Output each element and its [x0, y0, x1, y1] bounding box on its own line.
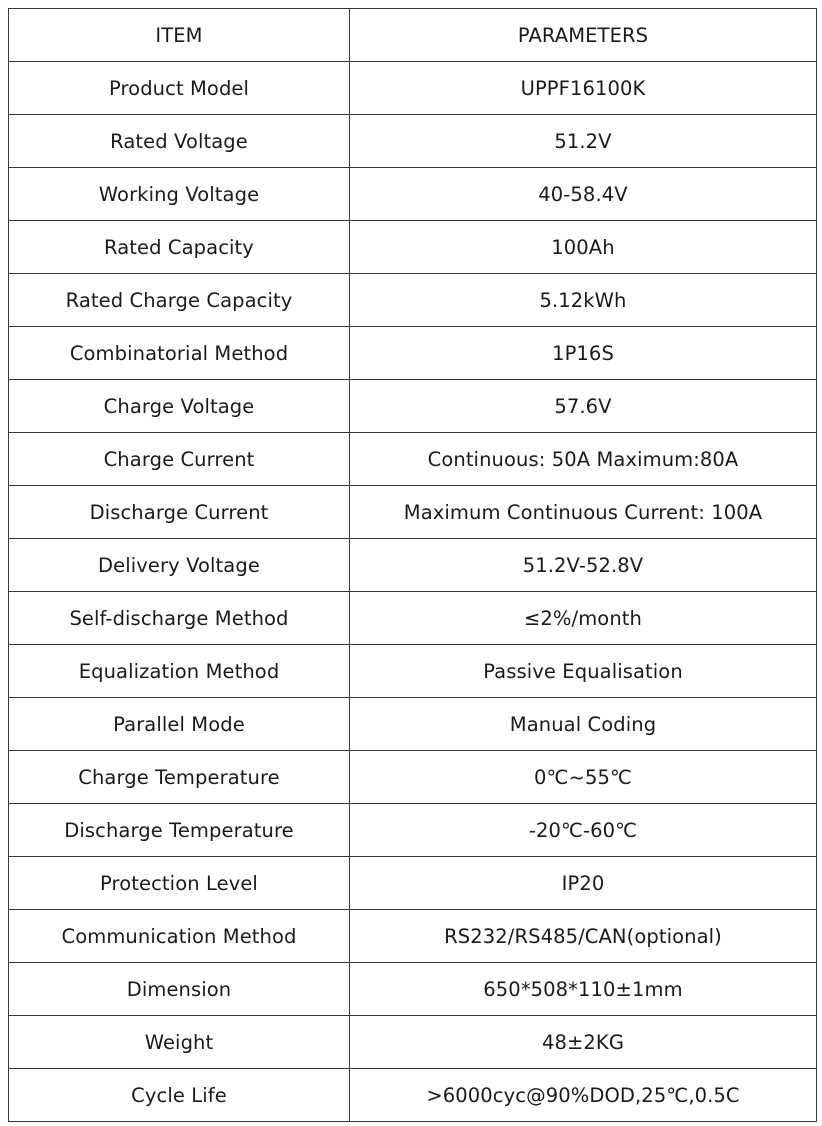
parameter-cell: 51.2V	[350, 115, 817, 168]
table-row	[9, 221, 817, 274]
parameter-cell: Manual Coding	[350, 698, 817, 751]
parameter-cell: 1P16S	[350, 327, 817, 380]
table-row	[9, 910, 817, 963]
table-row	[9, 645, 817, 698]
item-cell: Dimension	[9, 963, 350, 1016]
item-cell: Rated Voltage	[9, 115, 350, 168]
item-cell: Self-discharge Method	[9, 592, 350, 645]
table-row	[9, 1016, 817, 1069]
header-parameters: PARAMETERS	[350, 9, 817, 62]
table-row	[9, 751, 817, 804]
table-row	[9, 168, 817, 221]
table-row	[9, 115, 817, 168]
item-cell: Discharge Temperature	[9, 804, 350, 857]
table-row	[9, 963, 817, 1016]
item-cell: Charge Temperature	[9, 751, 350, 804]
parameter-cell: -20℃-60℃	[350, 804, 817, 857]
header-item: ITEM	[9, 9, 350, 62]
item-cell: Parallel Mode	[9, 698, 350, 751]
parameter-cell: 100Ah	[350, 221, 817, 274]
item-cell: Discharge Current	[9, 486, 350, 539]
item-cell: Cycle Life	[9, 1069, 350, 1122]
parameter-cell: Continuous: 50A Maximum:80A	[350, 433, 817, 486]
parameter-cell: 650*508*110±1mm	[350, 963, 817, 1016]
parameter-cell: Maximum Continuous Current: 100A	[350, 486, 817, 539]
table-row	[9, 62, 817, 115]
parameter-cell: 0℃~55℃	[350, 751, 817, 804]
parameter-cell: 40-58.4V	[350, 168, 817, 221]
item-cell: Product Model	[9, 62, 350, 115]
parameter-cell: 5.12kWh	[350, 274, 817, 327]
parameter-cell: UPPF16100K	[350, 62, 817, 115]
table-body	[9, 62, 817, 1122]
parameter-cell: >6000cyc@90%DOD,25℃,0.5C	[350, 1069, 817, 1122]
table-row	[9, 857, 817, 910]
item-cell: Combinatorial Method	[9, 327, 350, 380]
header-row	[9, 9, 817, 62]
table-row	[9, 486, 817, 539]
item-cell: Protection Level	[9, 857, 350, 910]
table-row	[9, 327, 817, 380]
table-row	[9, 539, 817, 592]
parameter-cell: ≤2%/month	[350, 592, 817, 645]
item-cell: Weight	[9, 1016, 350, 1069]
table-row	[9, 380, 817, 433]
table-row	[9, 1069, 817, 1122]
table-header	[9, 9, 817, 62]
table-row	[9, 804, 817, 857]
item-cell: Rated Charge Capacity	[9, 274, 350, 327]
item-cell: Working Voltage	[9, 168, 350, 221]
item-cell: Rated Capacity	[9, 221, 350, 274]
parameter-cell: 51.2V-52.8V	[350, 539, 817, 592]
parameter-cell: RS232/RS485/CAN(optional)	[350, 910, 817, 963]
item-cell: Charge Voltage	[9, 380, 350, 433]
table-row	[9, 433, 817, 486]
table-row	[9, 592, 817, 645]
spec-table	[8, 8, 817, 1122]
item-cell: Charge Current	[9, 433, 350, 486]
parameter-cell: IP20	[350, 857, 817, 910]
item-cell: Communication Method	[9, 910, 350, 963]
item-cell: Equalization Method	[9, 645, 350, 698]
table-row	[9, 274, 817, 327]
table-row	[9, 698, 817, 751]
parameter-cell: Passive Equalisation	[350, 645, 817, 698]
item-cell: Delivery Voltage	[9, 539, 350, 592]
parameter-cell: 48±2KG	[350, 1016, 817, 1069]
parameter-cell: 57.6V	[350, 380, 817, 433]
